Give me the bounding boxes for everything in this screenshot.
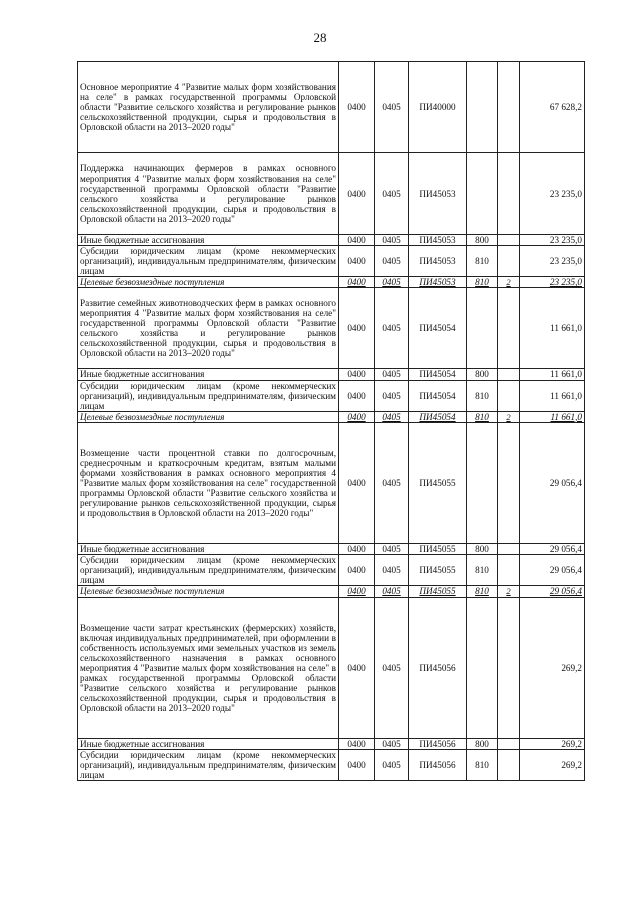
table-row: [78, 411, 585, 422]
target-article-code: ПИ45055: [419, 544, 456, 555]
section-code: 0400: [347, 760, 366, 771]
subsection-code-cell: [375, 411, 409, 422]
target-article-code: ПИ45055: [419, 477, 456, 488]
section-code: 0400: [347, 390, 366, 401]
subsection-code-cell: [375, 245, 409, 276]
item-name-cell: [78, 586, 339, 597]
item-name-cell: [78, 750, 339, 781]
target-article-code: ПИ45054: [419, 369, 456, 380]
item-name: Основное мероприятие 4 "Развитие малых форм хозяйствования на селе" в рамках государственной программы Орловской области "Развитие сельского хозяйства и регулирование рынков сельскохозяйственной продукции, сырья и продовольствия в Орловской области на 2013–2020 годы": [80, 82, 336, 133]
target-article-code: ПИ45053: [419, 255, 456, 266]
subsection-code: 0405: [382, 544, 401, 555]
expense-type-code-cell: [467, 586, 498, 597]
expense-type-code: 800: [475, 544, 489, 555]
amount: 11 661,0: [550, 323, 582, 334]
expense-type-code-cell: [467, 288, 498, 369]
expense-type-code-cell: [467, 597, 498, 739]
budget-table: [77, 61, 585, 781]
item-name-cell: [78, 277, 339, 288]
subsection-code: 0405: [382, 323, 401, 334]
subsection-code: 0405: [382, 234, 401, 245]
item-name-cell: [78, 422, 339, 544]
section-code-cell: [339, 234, 375, 245]
item-name: Целевые безвозмездные поступления: [80, 411, 225, 422]
expense-type-code: 810: [475, 411, 489, 422]
expense-type-code-cell: [467, 422, 498, 544]
expense-type-code-cell: [467, 380, 498, 411]
subsection-code-cell: [375, 586, 409, 597]
target-article-code-cell: [409, 369, 467, 380]
item-name: Субсидии юридическим лицам (кроме некоммерческих организаций), индивидуальным предпринимателям, физическим лицам: [80, 555, 336, 586]
target-article-code-cell: [409, 245, 467, 276]
section-code: 0400: [347, 188, 366, 199]
amount-cell: [520, 544, 585, 555]
target-article-code: ПИ45055: [419, 565, 456, 576]
table-row: [78, 555, 585, 586]
expense-type-code: 810: [475, 565, 489, 576]
section-code: 0400: [347, 277, 366, 288]
section-code-cell: [339, 369, 375, 380]
section-code: 0400: [347, 234, 366, 245]
amount-cell: [520, 380, 585, 411]
expense-type-code: 810: [475, 255, 489, 266]
amount: 23 235,0: [549, 277, 582, 288]
extra-code-cell: [498, 739, 520, 750]
subsection-code: 0405: [382, 760, 401, 771]
amount-cell: [520, 597, 585, 739]
amount: 269,2: [561, 739, 582, 750]
section-code: 0400: [347, 565, 366, 576]
expense-type-code-cell: [467, 245, 498, 276]
subsection-code: 0405: [382, 188, 401, 199]
amount: 269,2: [561, 760, 582, 771]
amount: 11 661,0: [550, 390, 582, 401]
expense-type-code-cell: [467, 544, 498, 555]
target-article-code: ПИ45056: [419, 760, 456, 771]
item-name: Возмещение части затрат крестьянских (фермерских) хозяйств, включая индивидуальных предпринимателей, при оформлении в собственность используемых ими земельных участков из земель сельскохозяйственного назначения в рамках основного мероприятия 4 "Развитие малых форм хозяйствования на селе" в рамках государственной программы Орловской области "Развитие сельского хозяйства и регулирование рынков сельскохозяйственной продукции, сырья и продовольствия в Орловской области на 2013–2020 годы": [80, 622, 336, 714]
target-article-code-cell: [409, 544, 467, 555]
expense-type-code: 810: [475, 390, 489, 401]
item-name: Иные бюджетные ассигнования: [80, 369, 205, 380]
expense-type-code: 800: [475, 234, 489, 245]
subsection-code: 0405: [382, 390, 401, 401]
section-code-cell: [339, 380, 375, 411]
expense-type-code: 810: [475, 760, 489, 771]
extra-code-cell: [498, 411, 520, 422]
section-code-cell: [339, 288, 375, 369]
item-name: Иные бюджетные ассигнования: [80, 739, 205, 750]
amount: 67 628,2: [549, 102, 582, 113]
section-code: 0400: [347, 255, 366, 266]
extra-code: 2: [506, 277, 511, 288]
table-row: [78, 739, 585, 750]
expense-type-code-cell: [467, 555, 498, 586]
amount: 11 661,0: [550, 411, 582, 422]
subsection-code-cell: [375, 597, 409, 739]
expense-type-code-cell: [467, 739, 498, 750]
table-row: [78, 750, 585, 781]
section-code-cell: [339, 245, 375, 276]
target-article-code: ПИ45054: [419, 390, 456, 401]
subsection-code-cell: [375, 544, 409, 555]
target-article-code: ПИ45056: [419, 739, 456, 750]
subsection-code: 0405: [382, 477, 401, 488]
extra-code-cell: [498, 288, 520, 369]
item-name: Субсидии юридическим лицам (кроме некоммерческих организаций), индивидуальным предпринимателям, физическим лицам: [80, 750, 336, 781]
extra-code-cell: [498, 369, 520, 380]
table-row: [78, 277, 585, 288]
section-code: 0400: [347, 369, 366, 380]
subsection-code-cell: [375, 750, 409, 781]
amount-cell: [520, 288, 585, 369]
subsection-code-cell: [375, 739, 409, 750]
amount-cell: [520, 422, 585, 544]
section-code: 0400: [347, 662, 366, 673]
target-article-code: ПИ45053: [419, 188, 456, 199]
item-name-cell: [78, 62, 339, 153]
subsection-code: 0405: [382, 369, 401, 380]
item-name: Иные бюджетные ассигнования: [80, 234, 205, 245]
expense-type-code-cell: [467, 153, 498, 234]
amount: 269,2: [561, 662, 582, 673]
expense-type-code: 810: [475, 277, 489, 288]
target-article-code: ПИ45055: [419, 586, 456, 597]
subsection-code-cell: [375, 153, 409, 234]
item-name: Иные бюджетные ассигнования: [80, 544, 205, 555]
subsection-code-cell: [375, 62, 409, 153]
item-name-cell: [78, 544, 339, 555]
target-article-code-cell: [409, 555, 467, 586]
section-code: 0400: [347, 477, 366, 488]
expense-type-code-cell: [467, 369, 498, 380]
section-code: 0400: [347, 323, 366, 334]
target-article-code: ПИ45056: [419, 662, 456, 673]
section-code-cell: [339, 597, 375, 739]
target-article-code-cell: [409, 380, 467, 411]
table-row: [78, 586, 585, 597]
subsection-code-cell: [375, 288, 409, 369]
amount-cell: [520, 245, 585, 276]
section-code-cell: [339, 411, 375, 422]
extra-code-cell: [498, 544, 520, 555]
target-article-code-cell: [409, 62, 467, 153]
target-article-code: ПИ45053: [419, 234, 456, 245]
amount-cell: [520, 234, 585, 245]
extra-code-cell: [498, 62, 520, 153]
target-article-code-cell: [409, 277, 467, 288]
table-body: [78, 62, 585, 781]
item-name: Развитие семейных животноводческих ферм в рамках основного мероприятия 4 "Развитие малых форм хозяйствования на селе" государственной программы Орловской области "Развитие сельского хозяйства и регулирование рынков сельскохозяйственной продукции, сырья и продовольствия в Орловской области на 2013–2020 годы": [80, 298, 336, 359]
section-code: 0400: [347, 586, 366, 597]
expense-type-code-cell: [467, 750, 498, 781]
subsection-code: 0405: [382, 739, 401, 750]
subsection-code-cell: [375, 422, 409, 544]
table-row: [78, 380, 585, 411]
extra-code-cell: [498, 245, 520, 276]
table-row: [78, 369, 585, 380]
extra-code-cell: [498, 422, 520, 544]
amount: 23 235,0: [549, 234, 582, 245]
amount: 23 235,0: [549, 255, 582, 266]
amount-cell: [520, 555, 585, 586]
target-article-code: ПИ45054: [419, 323, 456, 334]
target-article-code-cell: [409, 739, 467, 750]
section-code: 0400: [347, 411, 366, 422]
subsection-code: 0405: [382, 565, 401, 576]
subsection-code: 0405: [382, 102, 401, 113]
item-name: Поддержка начинающих фермеров в рамках основного мероприятия 4 "Развитие малых форм хозяйствования на селе" государственной программы Орловской области "Развитие сельского хозяйства и регулирование рынков сельскохозяйственной продукции, сырья и продовольствия в Орловской области на 2013–2020 годы": [80, 163, 336, 224]
item-name-cell: [78, 380, 339, 411]
section-code-cell: [339, 544, 375, 555]
item-name: Целевые безвозмездные поступления: [80, 277, 225, 288]
extra-code-cell: [498, 586, 520, 597]
item-name-cell: [78, 597, 339, 739]
amount-cell: [520, 277, 585, 288]
table-row: [78, 62, 585, 153]
table-row: [78, 544, 585, 555]
amount-cell: [520, 411, 585, 422]
section-code-cell: [339, 750, 375, 781]
expense-type-code: 810: [475, 586, 489, 597]
extra-code: 2: [506, 411, 511, 422]
subsection-code-cell: [375, 555, 409, 586]
amount: 11 661,0: [550, 369, 582, 380]
amount-cell: [520, 739, 585, 750]
table-row: [78, 422, 585, 544]
table-row: [78, 245, 585, 276]
amount-cell: [520, 586, 585, 597]
amount-cell: [520, 369, 585, 380]
item-name-cell: [78, 555, 339, 586]
table-row: [78, 153, 585, 234]
extra-code-cell: [498, 234, 520, 245]
expense-type-code: 800: [475, 369, 489, 380]
section-code-cell: [339, 153, 375, 234]
amount-cell: [520, 153, 585, 234]
table-row: [78, 234, 585, 245]
target-article-code-cell: [409, 234, 467, 245]
section-code-cell: [339, 422, 375, 544]
extra-code-cell: [498, 277, 520, 288]
subsection-code-cell: [375, 380, 409, 411]
item-name-cell: [78, 234, 339, 245]
item-name-cell: [78, 739, 339, 750]
expense-type-code-cell: [467, 411, 498, 422]
subsection-code-cell: [375, 369, 409, 380]
section-code-cell: [339, 586, 375, 597]
target-article-code-cell: [409, 586, 467, 597]
target-article-code-cell: [409, 750, 467, 781]
target-article-code: ПИ40000: [419, 102, 456, 113]
expense-type-code: 800: [475, 739, 489, 750]
target-article-code-cell: [409, 422, 467, 544]
subsection-code: 0405: [382, 662, 401, 673]
amount: 23 235,0: [549, 188, 582, 199]
item-name-cell: [78, 288, 339, 369]
expense-type-code-cell: [467, 277, 498, 288]
extra-code-cell: [498, 380, 520, 411]
amount: 29 056,4: [549, 586, 582, 597]
amount: 29 056,4: [549, 544, 582, 555]
amount-cell: [520, 62, 585, 153]
extra-code-cell: [498, 750, 520, 781]
subsection-code: 0405: [382, 277, 401, 288]
expense-type-code-cell: [467, 62, 498, 153]
section-code-cell: [339, 277, 375, 288]
subsection-code-cell: [375, 234, 409, 245]
item-name: Субсидии юридическим лицам (кроме некоммерческих организаций), индивидуальным предпринимателям, физическим лицам: [80, 380, 336, 411]
item-name: Субсидии юридическим лицам (кроме некоммерческих организаций), индивидуальным предпринимателям, физическим лицам: [80, 245, 336, 276]
item-name-cell: [78, 245, 339, 276]
amount: 29 056,4: [549, 477, 582, 488]
item-name-cell: [78, 369, 339, 380]
subsection-code: 0405: [382, 411, 401, 422]
target-article-code-cell: [409, 153, 467, 234]
table-row: [78, 288, 585, 369]
target-article-code-cell: [409, 288, 467, 369]
subsection-code: 0405: [382, 586, 401, 597]
extra-code-cell: [498, 555, 520, 586]
section-code: 0400: [347, 739, 366, 750]
subsection-code: 0405: [382, 255, 401, 266]
page-number: 28: [313, 30, 327, 45]
subsection-code-cell: [375, 277, 409, 288]
section-code: 0400: [347, 544, 366, 555]
item-name-cell: [78, 153, 339, 234]
target-article-code-cell: [409, 597, 467, 739]
expense-type-code-cell: [467, 234, 498, 245]
table-row: [78, 597, 585, 739]
section-code-cell: [339, 62, 375, 153]
section-code-cell: [339, 555, 375, 586]
section-code: 0400: [347, 102, 366, 113]
target-article-code-cell: [409, 411, 467, 422]
item-name: Возмещение части процентной ставки по долгосрочным, среднесрочным и краткосрочным кредитам, взятым малыми формами хозяйствования в рамках основного мероприятия 4 "Развитие малых форм хозяйствования на селе" государственной программы Орловской области "Развитие сельского хозяйства и регулирование рынков сельскохозяйственной продукции, сырья и продовольствия в Орловской области на 2013–2020 годы": [80, 447, 336, 519]
extra-code-cell: [498, 597, 520, 739]
section-code-cell: [339, 739, 375, 750]
target-article-code: ПИ45054: [419, 411, 456, 422]
amount: 29 056,4: [549, 565, 582, 576]
item-name-cell: [78, 411, 339, 422]
item-name: Целевые безвозмездные поступления: [80, 586, 225, 597]
extra-code-cell: [498, 153, 520, 234]
extra-code: 2: [506, 586, 511, 597]
target-article-code: ПИ45053: [419, 277, 456, 288]
amount-cell: [520, 750, 585, 781]
